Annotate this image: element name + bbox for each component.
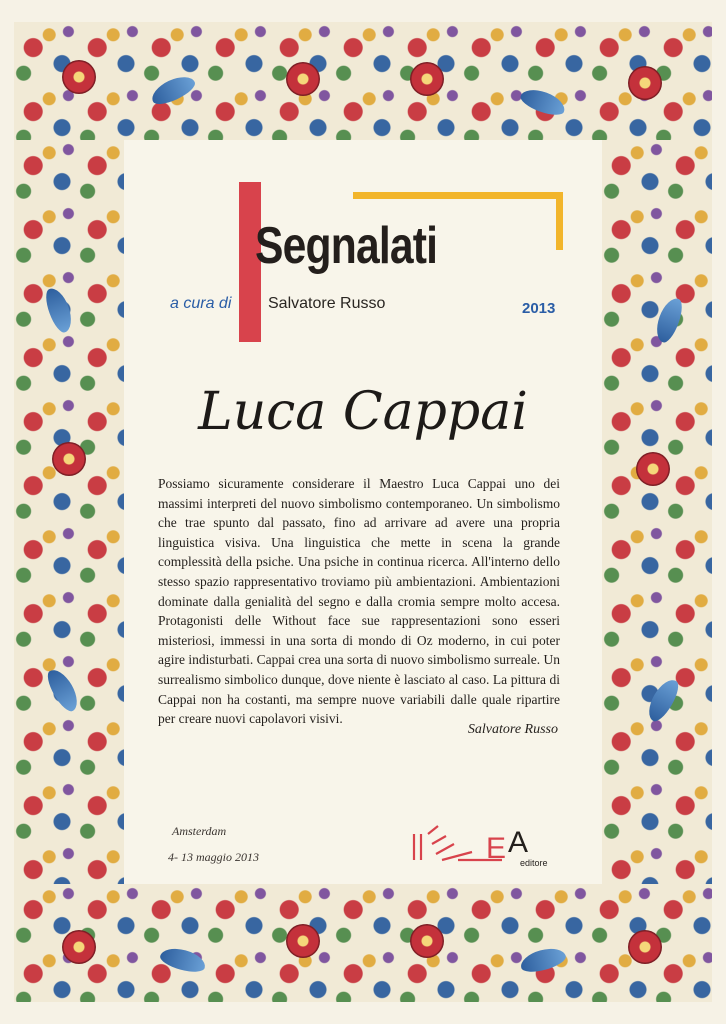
ornamental-border-top: [14, 22, 712, 140]
event-dates: 4- 13 maggio 2013: [168, 850, 259, 864]
critique-text: Possiamo sicuramente considerare il Maestro Luca Cappai uno dei massimi interpreti del nuovo simbolismo contemporaneo. Un simbolismo che trae spunto dal passato, fino ad arrivare ad avere una propria linguistica visiva. Una linguistica che mette in scena la grande complessità della psiche. Una psiche in continua ricerca. All'interno dello stesso spazio rappresentativo troviamo più ambientazioni. Ambientazioni dominate dalla genialità del segno e dalla cromia sempre molto accesa. Protagonisti delle Without face sue rappresentazioni sono esseri misteriosi, immessi in una sorta di mondo di Oz moderno, in cui poter agire indisturbati. Cappai crea una sorta di nuovo simbolismo surreale. Un surrealismo simbolico dunque, dove niente è lasciato al caso. La pittura di Cappai non ha costanti, ma sempre nuove variabili dalle quale ripartire per creare nuovi capolavori visivi.: [158, 476, 560, 727]
flower-icon: [410, 924, 444, 958]
logo-yellow-bar: [353, 192, 563, 199]
flower-icon: [286, 924, 320, 958]
flower-icon: [628, 930, 662, 964]
flower-icon: [628, 66, 662, 100]
edition-year: 2013: [522, 300, 556, 317]
publisher-letter-e: E: [486, 832, 507, 865]
curator-name: Salvatore Russo: [268, 295, 386, 312]
curator-prefix: a cura di: [170, 295, 232, 312]
publisher-letter-a: A: [508, 826, 529, 859]
publisher-caption: editore: [520, 858, 548, 868]
flower-icon: [62, 930, 96, 964]
flower-icon: [52, 442, 86, 476]
signature: Salvatore Russo: [467, 722, 558, 737]
artist-name: Luca Cappai: [198, 382, 528, 442]
logo-yellow-bar-vertical: [556, 192, 563, 250]
publication-title: Segnalati: [255, 217, 438, 275]
flower-icon: [410, 62, 444, 96]
event-place: Amsterdam: [172, 824, 227, 838]
ornamental-border-left: [14, 140, 124, 884]
segnalati-logo: [235, 182, 565, 342]
flower-icon: [62, 60, 96, 94]
ornamental-border-bottom: [14, 884, 712, 1002]
flower-icon: [636, 452, 670, 486]
ornamental-border-right: [602, 140, 712, 884]
flower-icon: [286, 62, 320, 96]
